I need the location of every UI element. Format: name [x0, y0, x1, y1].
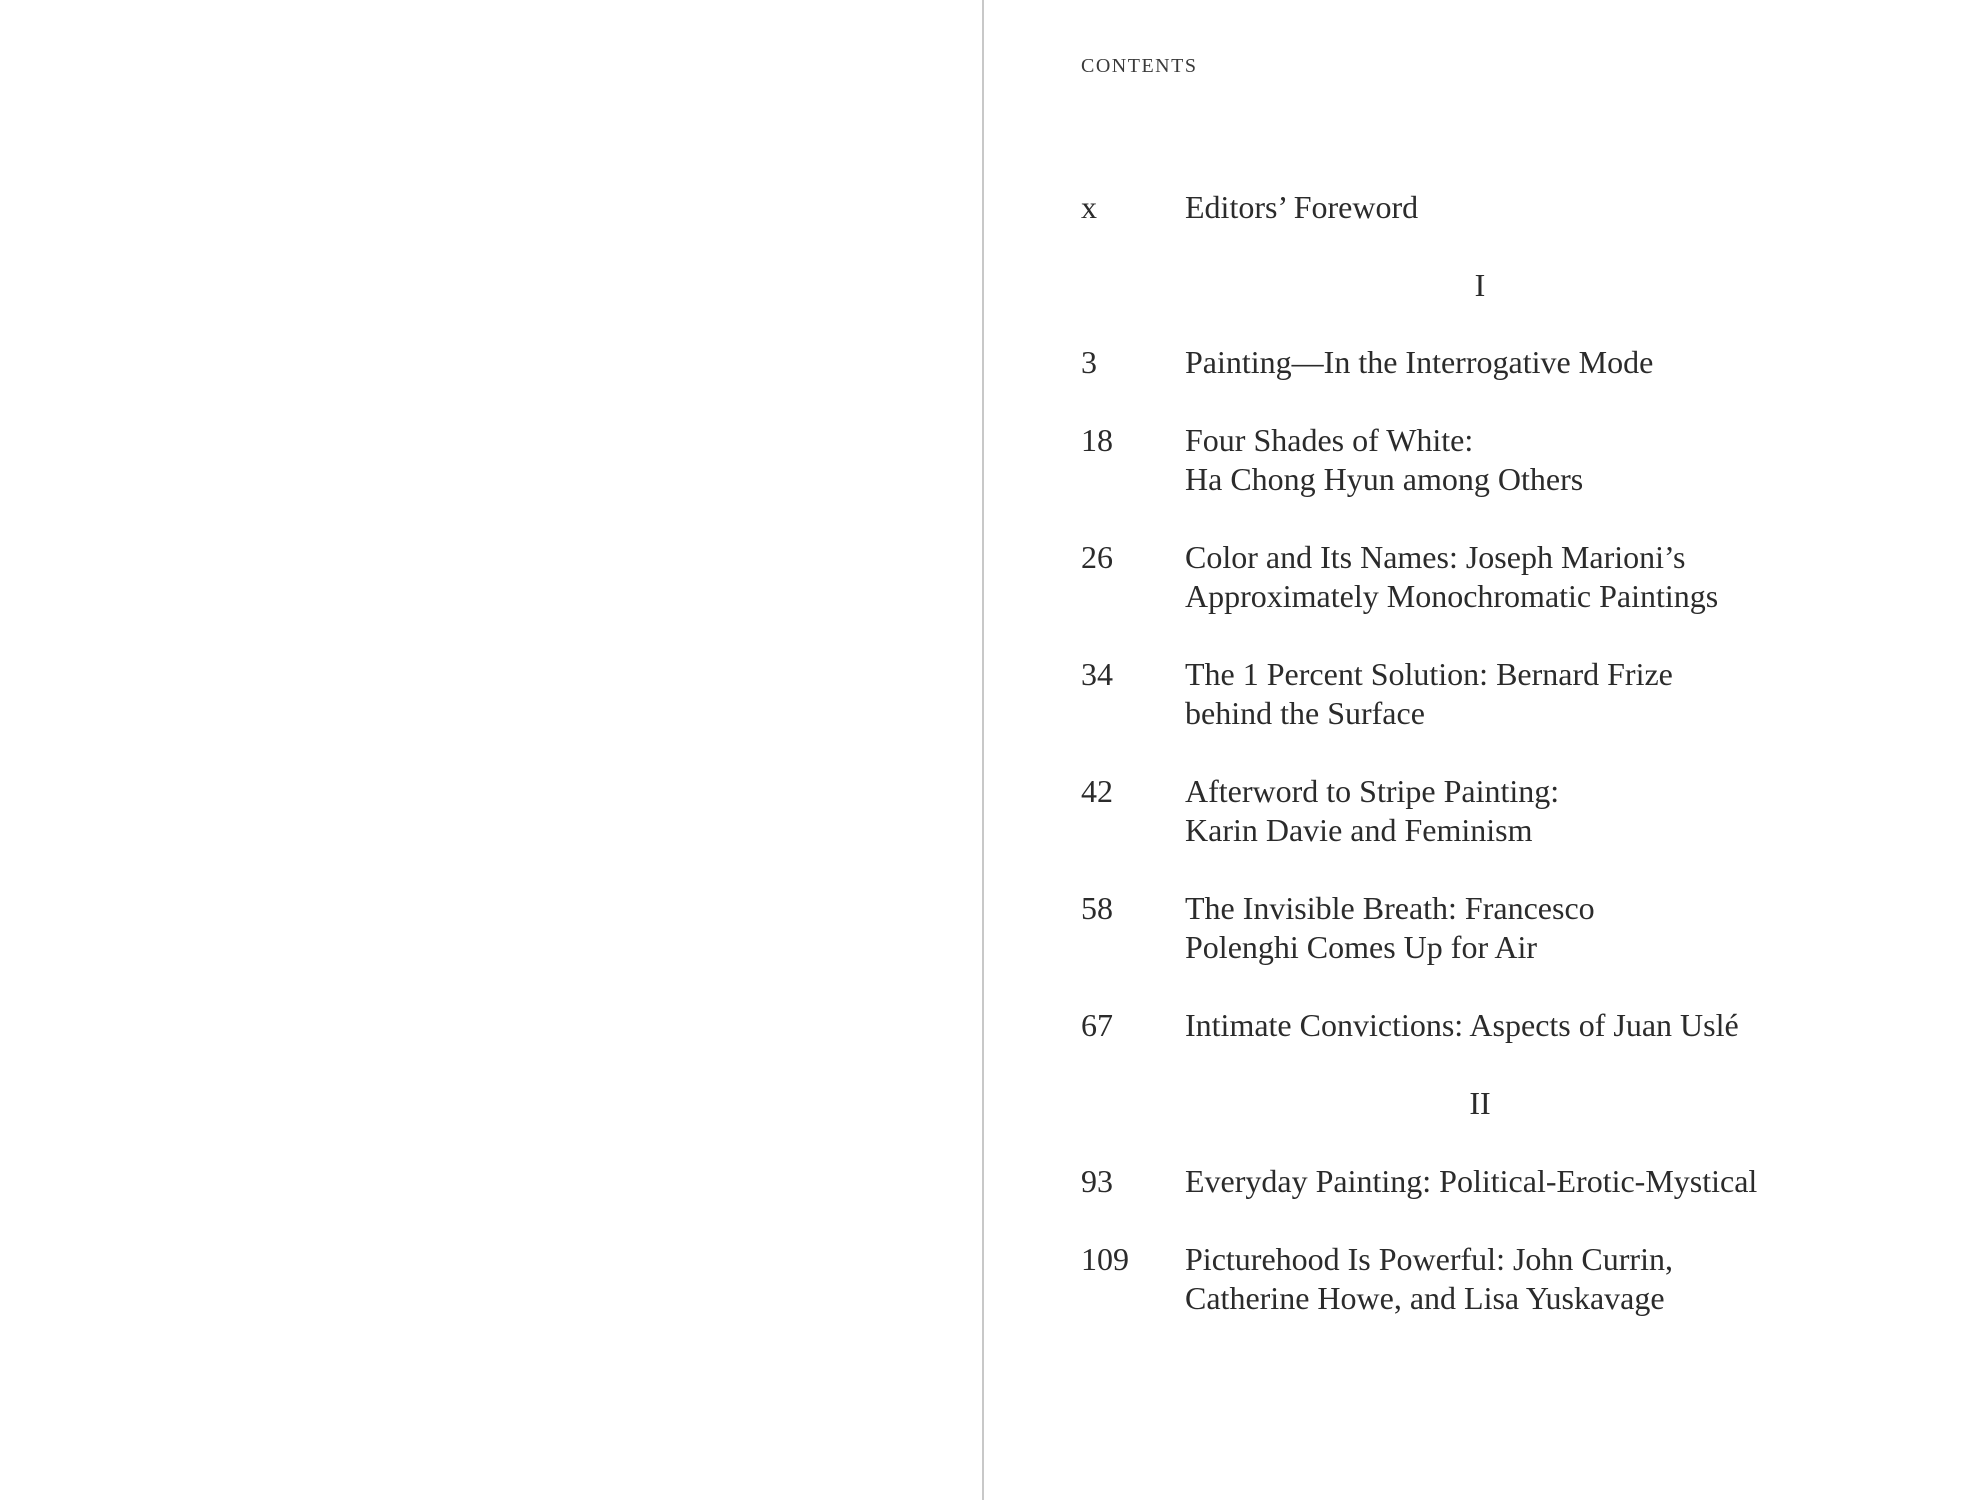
toc-title	[1185, 772, 1885, 850]
toc-page-number: 34	[1081, 656, 1113, 692]
toc-page-number: 18	[1081, 422, 1113, 458]
toc-title-line: Intimate Convictions: Aspects of Juan Uslé	[1185, 1007, 1739, 1043]
left-page-blank	[0, 0, 982, 1500]
toc-title-line: Color and Its Names: Joseph Marioni’s	[1185, 539, 1686, 575]
toc-title-line: Four Shades of White:	[1185, 422, 1474, 458]
toc-title-line: Karin Davie and Feminism	[1185, 812, 1533, 848]
toc-page-number: 93	[1081, 1163, 1113, 1199]
part-label: I	[1474, 267, 1486, 303]
toc-page-number: 26	[1081, 539, 1113, 575]
toc-title	[1185, 1006, 1885, 1045]
toc-title	[1185, 538, 1885, 616]
toc-title-line: Afterword to Stripe Painting:	[1185, 773, 1560, 809]
toc-title-line: Painting—In the Interrogative Mode	[1185, 344, 1654, 380]
toc-title	[1185, 188, 1885, 227]
toc-page-number: 109	[1081, 1241, 1129, 1277]
toc-title	[1185, 421, 1885, 499]
toc-title-line: The 1 Percent Solution: Bernard Frize	[1185, 656, 1673, 692]
toc-title-line: Everyday Painting: Political-Erotic-Mystical	[1185, 1163, 1758, 1199]
toc-title-line: Approximately Monochromatic Paintings	[1185, 578, 1719, 614]
running-head: CONTENTS	[1081, 55, 1198, 77]
toc-title-line: Editors’ Foreword	[1185, 189, 1419, 225]
toc-title	[1185, 1240, 1885, 1318]
toc-page-number: 58	[1081, 890, 1113, 926]
toc-title-line: Ha Chong Hyun among Others	[1185, 461, 1584, 497]
toc-title-line: Picturehood Is Powerful: John Currin,	[1185, 1241, 1673, 1277]
toc-page-number: 42	[1081, 773, 1113, 809]
part-label: II	[1469, 1085, 1491, 1121]
toc-title-line: Catherine Howe, and Lisa Yuskavage	[1185, 1280, 1665, 1316]
toc-title-line: behind the Surface	[1185, 695, 1425, 731]
toc-title	[1185, 343, 1885, 382]
toc-title	[1185, 655, 1885, 733]
toc-title-line: The Invisible Breath: Francesco	[1185, 890, 1595, 926]
toc-page-number: 3	[1081, 344, 1097, 380]
toc-title	[1185, 889, 1885, 967]
toc-page-number: x	[1081, 189, 1097, 225]
toc-page-number: 67	[1081, 1007, 1113, 1043]
toc-title-line: Polenghi Comes Up for Air	[1185, 929, 1537, 965]
toc-title	[1185, 1162, 1885, 1201]
